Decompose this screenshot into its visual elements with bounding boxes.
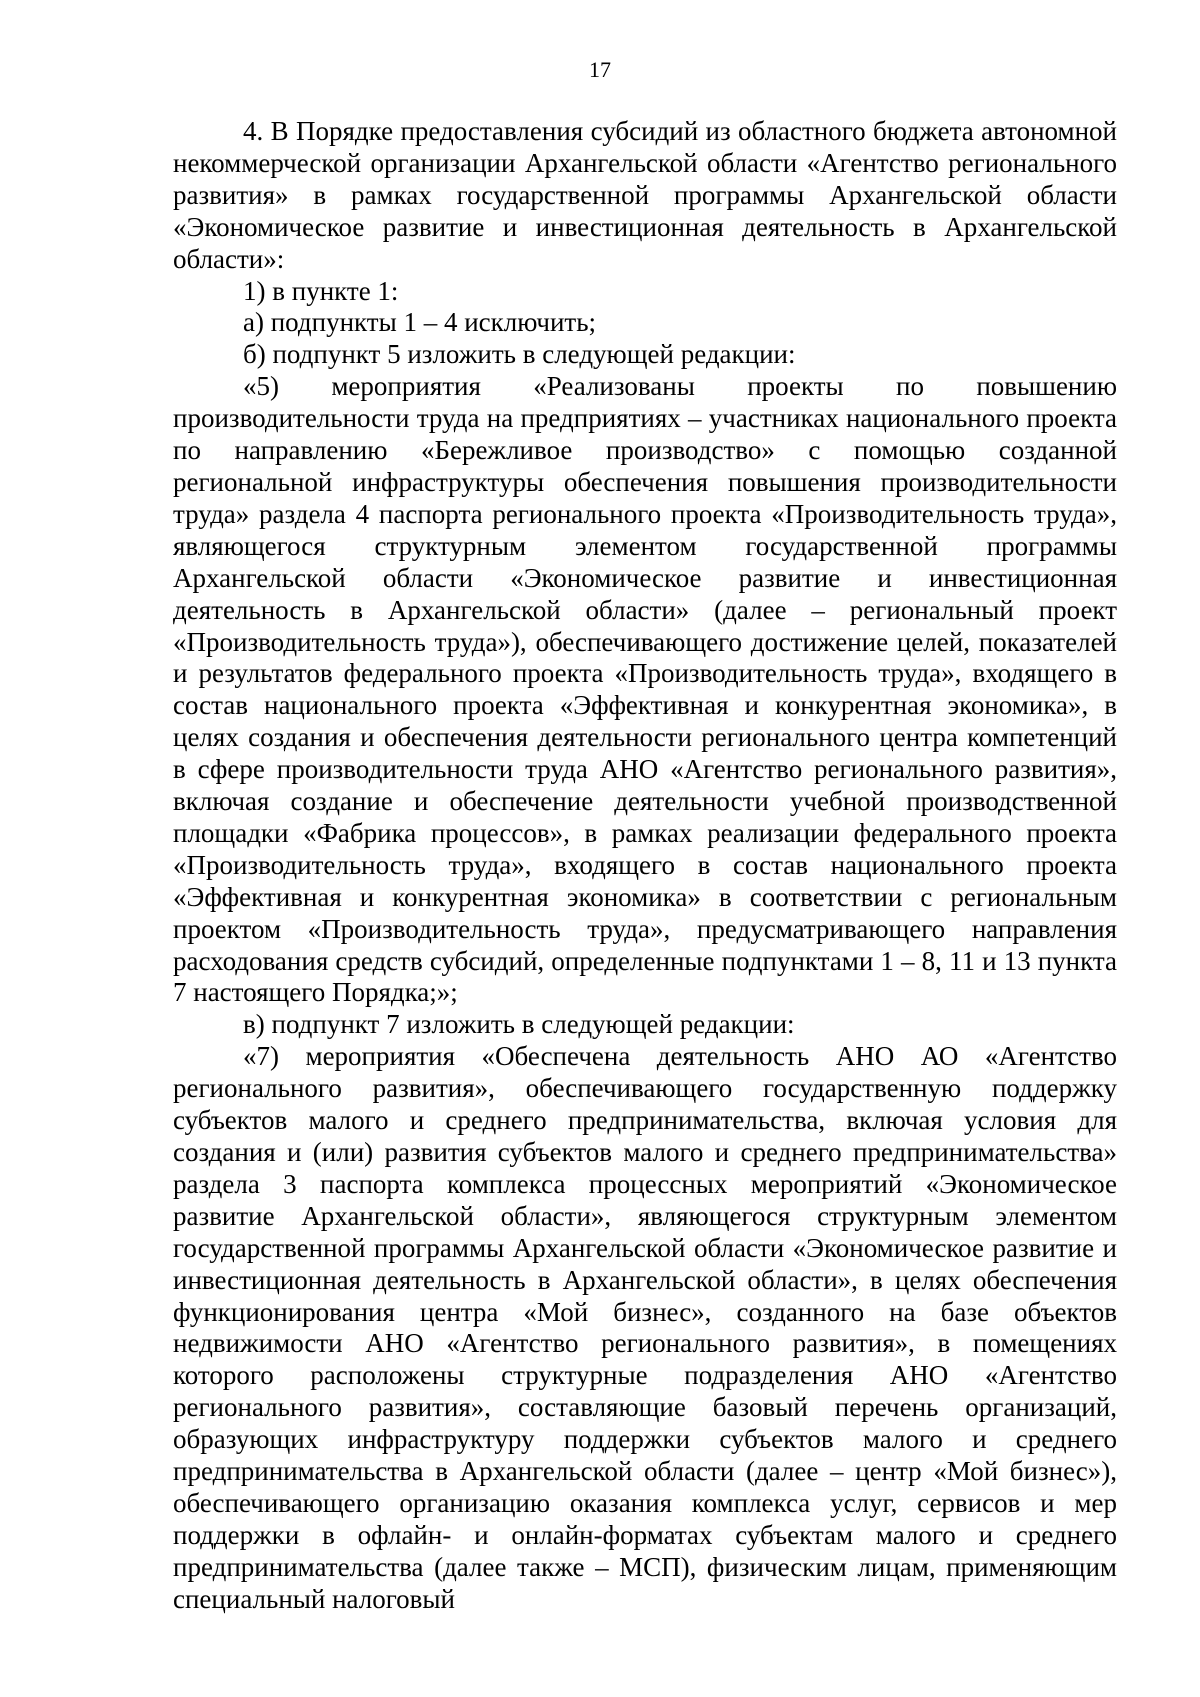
paragraph-subitem-a: а) подпункты 1 – 4 исключить; xyxy=(243,307,597,338)
paragraph-subitem-v: в) подпункт 7 изложить в следующей редакции: xyxy=(243,1009,795,1040)
paragraph-subitem-b: б) подпункт 5 изложить в следующей редакции: xyxy=(243,339,796,370)
paragraph-quote-7: «7) мероприятия «Обеспечена деятельность АНО АО «Агентство регионального развития», обеспечивающего государственную поддержку субъектов малого и среднего предпринимательства, включая условия для создания и (или) развития субъектов малого и среднего предпринимательства» раздела 3 паспорта комплекса процессных мероприятий «Экономическое развитие Архангельской области», являющегося структурным элементом государственной программы Архангельской области «Экономическое развитие и инвестиционная деятельность в Архангельской области», в целях обеспечения функционирования центра «Мой бизнес», созданного на базе объектов недвижимости АНО «Агентство регионального развития», в помещениях которого расположены структурные подразделения АНО «Агентство регионального развития», составляющие базовый перечень организаций, образующих инфраструктуру поддержки субъектов малого и среднего предпринимательства в Архангельской области (далее – центр «Мой бизнес»), обеспечивающего организацию оказания комплекса услуг, сервисов и мер поддержки в офлайн- и онлайн-форматах субъектам малого и среднего предпринимательства (далее также – МСП), физическим лицам, применяющим специальный налоговый xyxy=(173,1041,1117,1614)
paragraph-subitem-1: 1) в пункте 1: xyxy=(243,275,399,306)
paragraph-quote-5: «5) мероприятия «Реализованы проекты по повышению производительности труда на предприятиях – участниках национального проекта по направлению «Бережливое производство» с помощью созданной региональной инфраструктуры обеспечения повышения производительности труда» раздела 4 паспорта регионального проекта «Производительность труда», являющегося структурным элементом государственной программы Архангельской области «Экономическое развитие и инвестиционная деятельность в Архангельской области» (далее – региональный проект «Производительность труда»), обеспечивающего достижение целей, показателей и результатов федерального проекта «Производительность труда», входящего в состав национального проекта «Эффективная и конкурентная экономика», в целях создания и обеспечения деятельности регионального центра компетенций в сфере производительности труда АНО «Агентство регионального развития», включая создание и обеспечение деятельности учебной производственной площадки «Фабрика процессов», в рамках реализации федерального проекта «Производительность труда», входящего в состав национального проекта «Эффективная и конкурентная экономика» в соответствии с региональным проектом «Производительность труда», предусматривающего направления расходования средств субсидий, определенные подпунктами 1 – 8, 11 и 13 пункта 7 настоящего Порядка;»; xyxy=(173,371,1117,1008)
document-body xyxy=(173,116,1117,1616)
paragraph-item-4: 4. В Порядке предоставления субсидий из областного бюджета автономной некоммерческой организации Архангельской области «Агентство регионального развития» в рамках государственной программы Архангельской области «Экономическое развитие и инвестиционная деятельность в Архангельской области»: xyxy=(173,116,1117,274)
page-number: 17 xyxy=(589,57,611,82)
